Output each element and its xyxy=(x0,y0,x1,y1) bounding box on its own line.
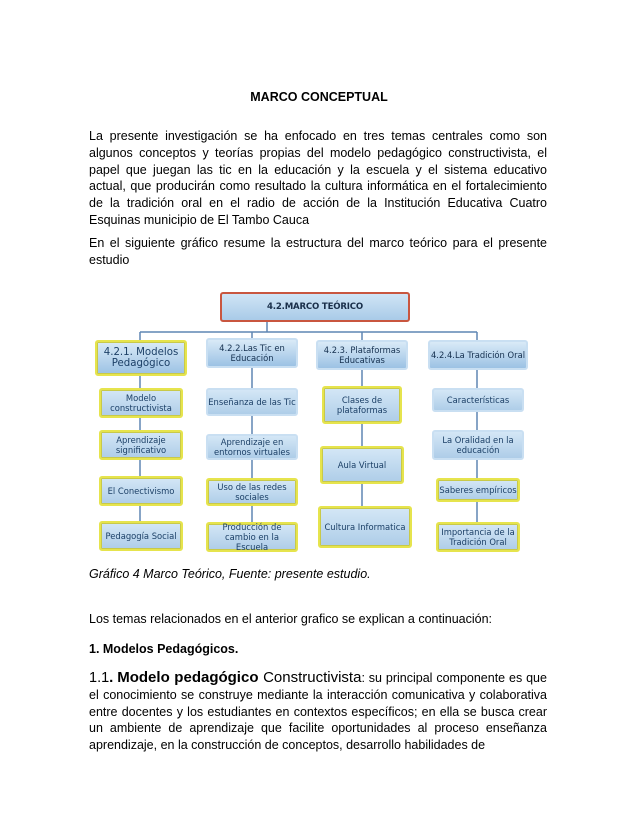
column-1-item-2: Aprendizaje significativo xyxy=(99,430,183,460)
column-1-item-1: Modelo constructivista xyxy=(99,388,183,418)
section-dot: . xyxy=(109,669,114,686)
column-1-head: 4.2.1. Modelos Pedagógico xyxy=(95,340,187,376)
related-topics-paragraph: Los temas relacionados en el anterior grafico se explican a continuación: xyxy=(89,612,493,626)
intro-paragraph: La presente investigación se ha enfocado en tres temas centrales como son algunos conceptos y teorías propias del modelo pedagógico constructivista, el papel que juegan las tic en la educación y la escuela y el sistema educativo actual, que producirán como resultado la cultura informática en el fortalecimiento de la tradición oral en el radio de acción de la Institución Educativa Cuatro Esquinas municipio de El Tambo Cauca xyxy=(89,129,547,227)
column-2-item-4: Producción de cambio en la Escuela xyxy=(206,522,298,552)
column-3-item-2: Aula Virtual xyxy=(320,446,404,484)
section-1-1-paragraph xyxy=(89,670,547,754)
figure-caption: Gráfico 4 Marco Teórico, Fuente: presente estudio. xyxy=(89,567,371,581)
column-4-item-4: Importancia de la Tradición Oral xyxy=(436,522,520,552)
column-4-item-2: La Oralidad en la educación xyxy=(432,430,524,460)
column-1-item-3: El Conectivismo xyxy=(99,476,183,506)
section-term-bold: Modelo pedagógico xyxy=(117,669,259,686)
section-heading-1: 1. Modelos Pedagógicos. xyxy=(89,642,239,656)
column-4-head: 4.2.4.La Tradición Oral xyxy=(428,340,528,370)
column-3-item-1: Clases de plataformas xyxy=(322,386,402,424)
column-2-head: 4.2.2.Las Tic en Educación xyxy=(206,338,298,368)
column-1-item-4: Pedagogía Social xyxy=(99,521,183,551)
section-number: 1.1 xyxy=(89,670,110,686)
column-2-item-1: Enseñanza de las Tic xyxy=(206,388,298,416)
root-node: 4.2.MARCO TEÓRICO xyxy=(220,292,410,322)
section-term: Constructivista xyxy=(258,669,362,686)
diagram-intro-paragraph: En el siguiente gráfico resume la estructura del marco teórico para el presente estudio xyxy=(89,236,547,267)
column-4-item-3: Saberes empíricos xyxy=(436,478,520,502)
page-title: MARCO CONCEPTUAL xyxy=(250,90,388,104)
column-2-item-2: Aprendizaje en entornos virtuales xyxy=(206,434,298,460)
column-3-item-3: Cultura Informatica xyxy=(318,506,412,548)
column-2-item-3: Uso de las redes sociales xyxy=(206,478,298,506)
column-3-head: 4.2.3. Plataformas Educativas xyxy=(316,340,408,370)
marco-teorico-diagram xyxy=(92,288,548,560)
section-text: : su principal componente es que el conocimiento se construye mediante la interacción comunicativa y colaborativa entre docentes y los estudiantes en contextos específicos; en ella se busca crear un ambiente de aprendizaje que facilite oportunidades al proceso enseñanza aprendizaje, en la construcción de conceptos, desarrollo habilidades de xyxy=(89,671,547,753)
column-4-item-1: Características xyxy=(432,388,524,412)
